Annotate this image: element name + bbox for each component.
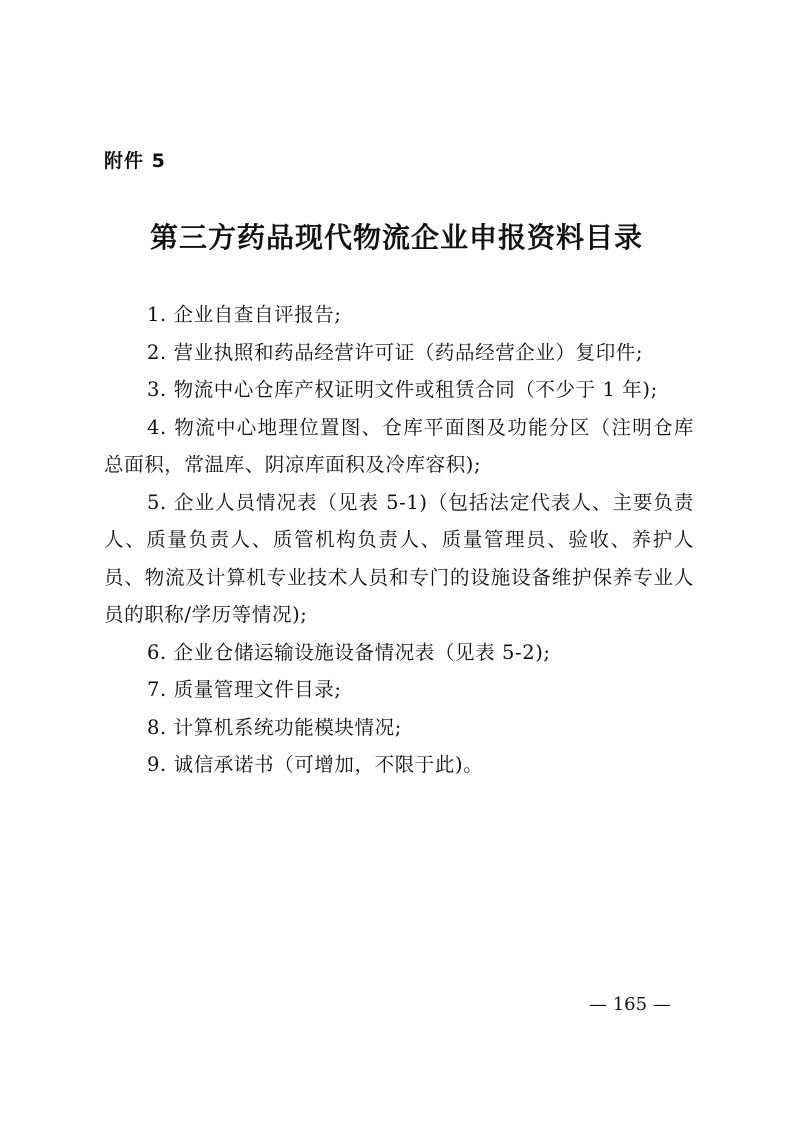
requirement-list	[104, 296, 694, 784]
list-item: 7. 质量管理文件目录;	[147, 678, 342, 701]
list-item: 1. 企业自查自评报告;	[147, 303, 342, 326]
list-item: 3. 物流中心仓库产权证明文件或租赁合同（不少于 1 年);	[147, 378, 658, 401]
list-item: 5. 企业人员情况表（见表 5-1)（包括法定代表人、主要负责人、质量负责人、质管机构负责人、质量管理员、验收、养护人员、物流及计算机专业技术人员和专门的设施设备维护保养专业人员的职称/学历等情况);	[104, 490, 694, 626]
page-number: — 165 —	[589, 994, 671, 1015]
list-item: 6. 企业仓储运输设施设备情况表（见表 5-2);	[147, 640, 551, 664]
document-title: 第三方药品现代物流企业申报资料目录	[149, 221, 643, 254]
list-item: 4. 物流中心地理位置图、仓库平面图及功能分区（注明仓库总面积，常温库、阴凉库面积及冷库容积);	[104, 415, 694, 476]
list-item: 8. 计算机系统功能模块情况;	[147, 715, 402, 739]
list-item: 2. 营业执照和药品经营许可证（药品经营企业）复印件;	[147, 340, 644, 364]
attachment-label: 附件 5	[104, 150, 166, 172]
list-item: 9. 诚信承诺书（可增加，不限于此)。	[147, 753, 484, 776]
